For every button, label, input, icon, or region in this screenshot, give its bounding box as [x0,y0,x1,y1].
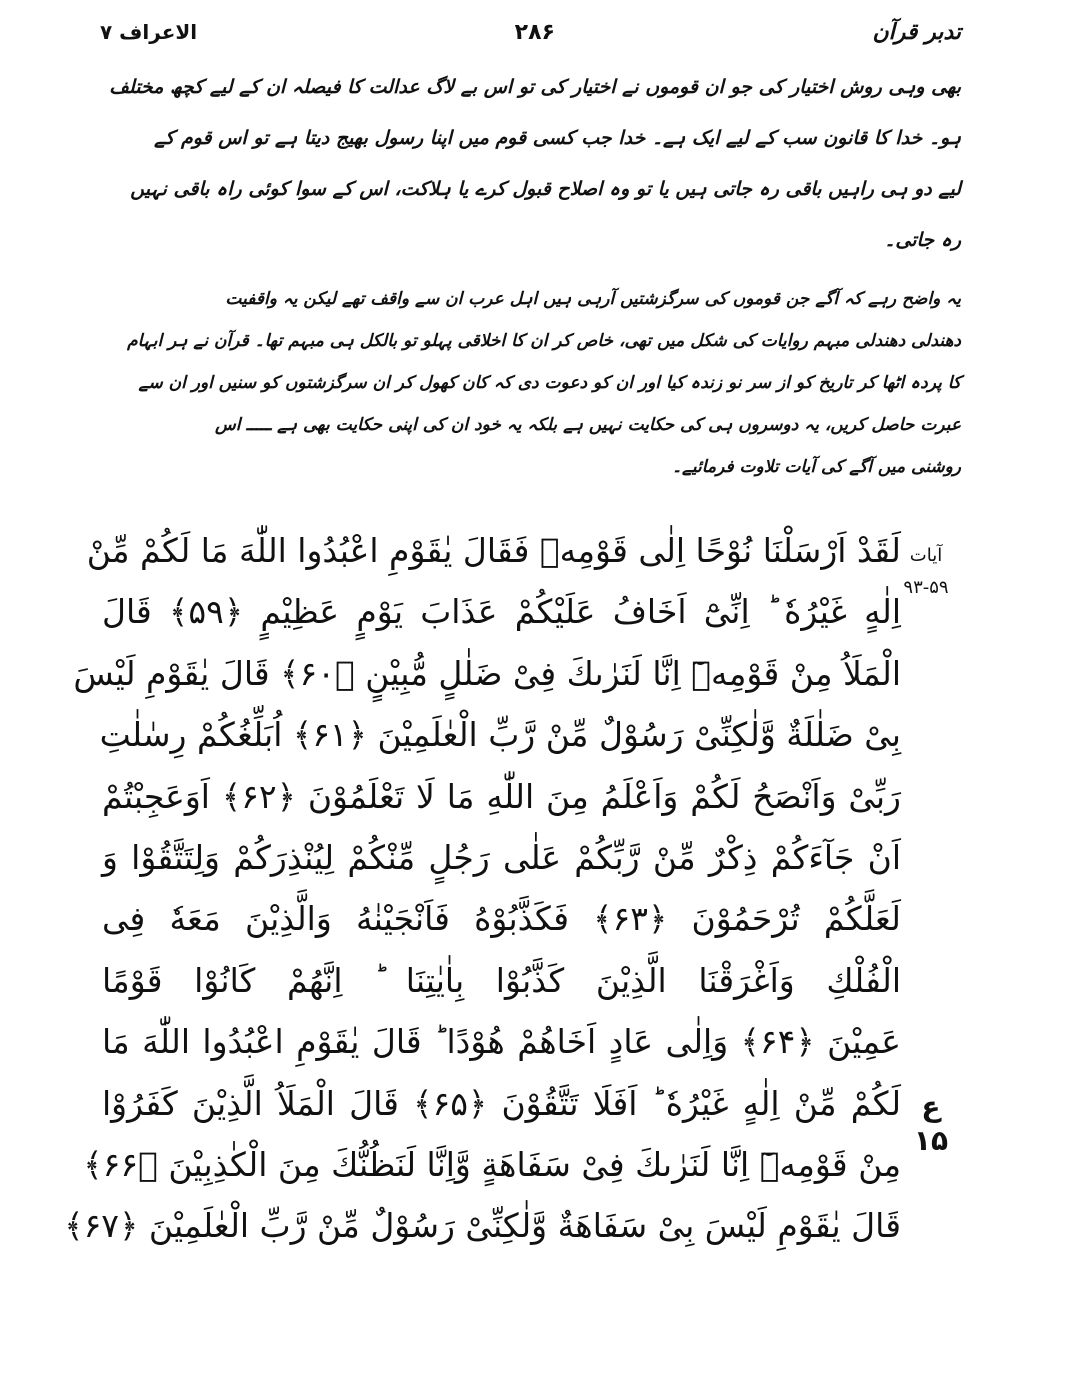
arabic-line: رَبِّیْ وَاَنْصَحُ لَكُمْ وَاَعْلَمُ مِنَ اللّٰهِ مَا لَا تَعْلَمُوْنَ ﴿۶۲﴾ اَوَعَجِبْتُمْ [102,776,901,816]
verse-range-label: آیات [909,545,943,566]
text-line: کا پردہ اٹھا کر تاریخ کو از سر نو زندہ کیا اور ان کو دعوت دی کہ کان کھول کر ان سرگزشتوں کو سنیں اور ان سے [138,373,961,393]
arabic-line: اِلٰهٍ غَيْرُهٗ ؕ اِنِّیْٓ اَخَافُ عَلَيْكُمْ عَذَابَ يَوْمٍ عَظِيْمٍ ﴿۵۹﴾ قَالَ [102,592,901,632]
book-title: تدبر قرآن [872,19,961,45]
verse-range-note [896,540,956,604]
arabic-line: لَقَدْ اَرْسَلْنَا نُوْحًا اِلٰى قَوْمِهٖ فَقَالَ يٰقَوْمِ اعْبُدُوا اللّٰهَ مَا لَكُمْ مِّنْ [86,531,901,570]
text-line: یہ واضح رہے کہ آگے جن قوموں کی سرگزشتیں آرہی ہیں اہل عرب ان سے واقف تھے لیکن یہ واقفیت [225,289,961,309]
ruku-marker [906,1090,956,1158]
text-line: دھندلی دھندلی مبہم روایات کی شکل میں تھی، خاص کر ان کا اخلاقی پہلو تو بالکل ہی مبہم تھا۔ قرآن نے ہر ابہام [127,331,961,351]
arabic-line: الْمَلَاُ مِنْ قَوْمِهٖٓ اِنَّا لَنَرٰىكَ فِیْ ضَلٰلٍ مُّبِيْنٍ ﴿۶۰﴾ قَالَ يٰقَوْمِ لَيْسَ [73,653,901,693]
page-header [100,12,961,52]
text-line: روشنی میں آگے کی آیات تلاوت فرمائیے۔ [672,457,961,477]
commentary-paragraph-1 [100,62,961,266]
page-number: ۲۸۶ [514,19,555,45]
text-line: لیے دو ہی راہیں باقی رہ جاتی ہیں یا تو وہ اصلاح قبول کرے یا ہلاکت، اس کے سوا کوئی راہ باقی نہیں [130,178,961,200]
arabic-line: عَمِيْنَ ﴿۶۴﴾ وَاِلٰى عَادٍ اَخَاهُمْ هُوْدًا ؕ قَالَ يٰقَوْمِ اعْبُدُوا اللّٰهَ مَا [102,1022,901,1062]
arabic-line: لَعَلَّكُمْ تُرْحَمُوْنَ ﴿۶۳﴾ فَكَذَّبُوْهُ فَاَنْجَيْنٰهُ وَالَّذِيْنَ مَعَهٗ فِی [102,899,901,939]
arabic-line: اَنْ جَآءَكُمْ ذِكْرٌ مِّنْ رَّبِّكُمْ عَلٰى رَجُلٍ مِّنْكُمْ لِيُنْذِرَكُمْ وَلِتَتَّقُوْا وَ [102,838,901,878]
arabic-line: الْفُلْكِ وَاَغْرَقْنَا الَّذِيْنَ كَذَّبُوْا بِاٰيٰتِنَا ؕ اِنَّهُمْ كَانُوْا قَوْمًا [102,960,901,1000]
arabic-line: مِنْ قَوْمِهٖٓ اِنَّا لَنَرٰىكَ فِیْ سَفَاهَةٍ وَّاِنَّا لَنَظُنُّكَ مِنَ الْكٰذِبِيْنَ ﴿۶۶﴾ [83,1145,901,1185]
verse-range-numbers: ۹۳-۵۹ [903,577,949,598]
arabic-line: بِیْ ضَلٰلَةٌ وَّلٰكِنِّیْ رَسُوْلٌ مِّنْ رَّبِّ الْعٰلَمِيْنَ ﴿۶۱﴾ اُبَلِّغُكُمْ رِسٰلٰتِ [99,715,901,755]
ruku-sign: ع [921,1090,941,1123]
text-line: رہ جاتی۔ [884,229,961,251]
text-line: عبرت حاصل کریں، یہ دوسروں ہی کی حکایت نہیں ہے بلکہ یہ خود ان کی اپنی حکایت بھی ہے ـــــ اس [214,415,961,435]
commentary-paragraph-2 [100,278,961,488]
arabic-line: لَكُمْ مِّنْ اِلٰهٍ غَيْرُهٗ ؕ اَفَلَا تَتَّقُوْنَ ﴿۶۵﴾ قَالَ الْمَلَاُ الَّذِيْنَ كَفَرُوْا [102,1083,901,1123]
quran-text [64,520,901,1257]
text-line: ہو۔ خدا کا قانون سب کے لیے ایک ہے۔ خدا جب کسی قوم میں اپنا رسول بھیج دیتا ہے تو اس قوم کے [154,127,961,149]
arabic-line: قَالَ يٰقَوْمِ لَيْسَ بِیْ سَفَاهَةٌ وَّلٰكِنِّیْ رَسُوْلٌ مِّنْ رَّبِّ الْعٰلَمِيْنَ ﴿۶۷﴾ [64,1206,901,1246]
ruku-number: ۱۵ [913,1124,949,1157]
text-line: بھی وہی روش اختیار کی جو ان قوموں نے اختیار کی تو اس بے لاگ عدالت کا فیصلہ ان کے لیے کچھ مختلف [109,76,961,98]
surah-name: الاعراف ۷ [100,20,198,44]
